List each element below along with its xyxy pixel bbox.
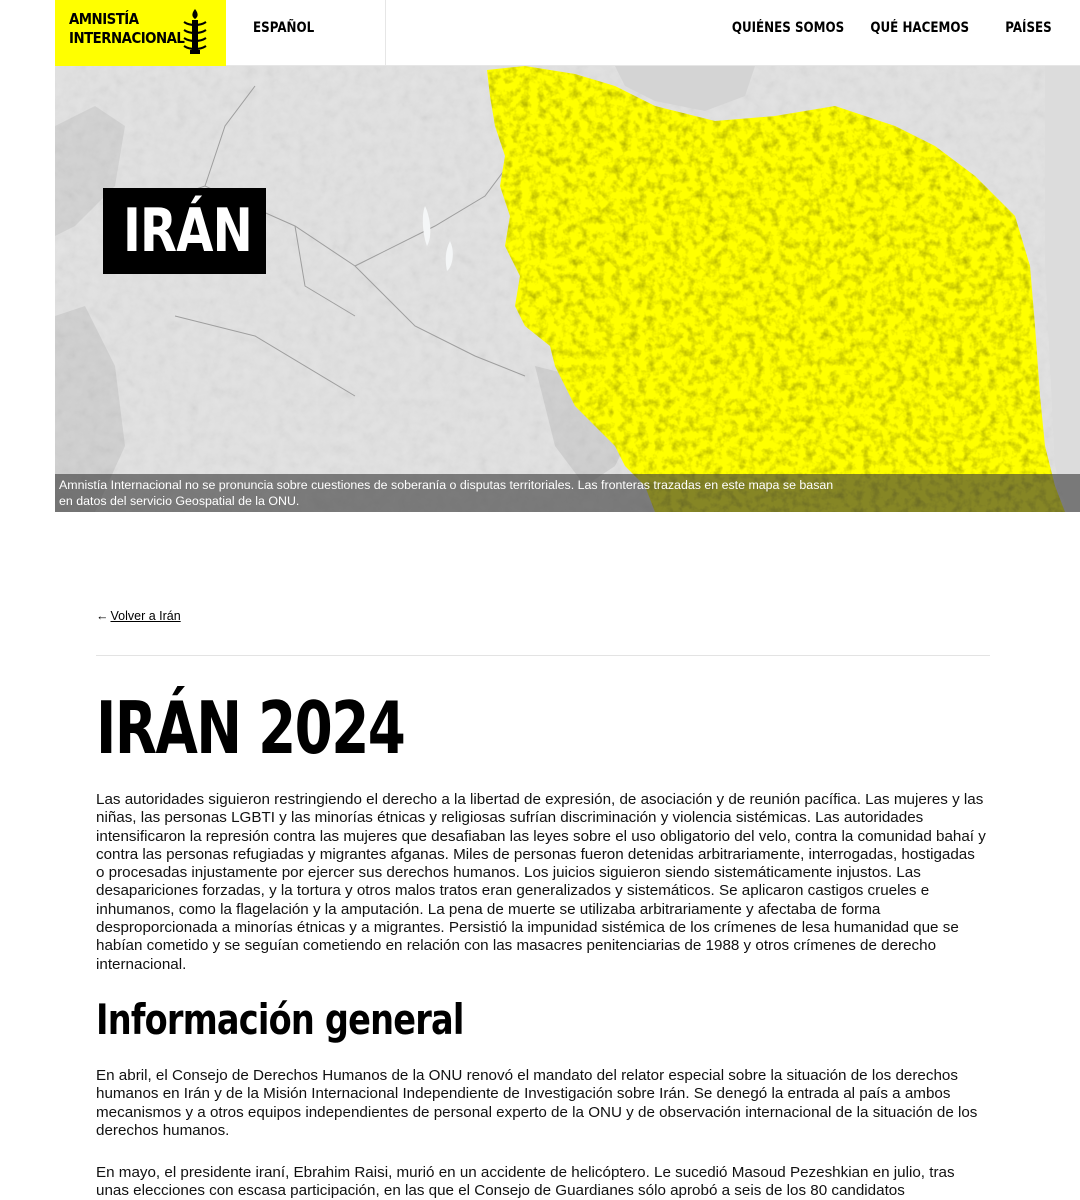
nav-que-hacemos[interactable]: QUÉ HACEMOS (870, 20, 969, 36)
site-header (55, 0, 1080, 66)
nav-quienes-somos[interactable]: QUIÉNES SOMOS (731, 20, 844, 36)
divider (96, 655, 990, 656)
amnesty-logo[interactable] (55, 0, 226, 66)
candle-icon (181, 8, 209, 56)
back-link[interactable]: Volver a Irán (110, 609, 181, 623)
logo-text (69, 10, 184, 48)
back-link-row (96, 609, 181, 623)
intro-paragraph: Las autoridades siguieron restringiendo el derecho a la libertad de expresión, de asociación y de reunión pacífica. Las mujeres y las niñas, las personas LGBTI y las minorías étnicas y religiosas sufrían discriminación y violencia sistémicas. Las autoridades intensificaron la represión contra las mujeres que desafiaban las leyes sobre el uso obligatorio del velo, contra la comunidad bahaí y contra las personas refugiadas y migrantes afganas. Miles de personas fueron detenidas arbitrariamente, interrogadas, hostigadas o procesadas injustamente por ejercer sus derechos humanos. Los juicios siguieron siendo sistemáticamente injustos. Las desapariciones forzadas, y la tortura y otros malos tratos eran generalizados y sistemáticos. Se aplicaron castigos crueles e inhumanos, como la flagelación y la amputación. La pena de muerte se utilizaba arbitrariamente y afectaba de forma desproporcionada a minorías étnicas y a migrantes. Persistió la impunidad sistémica de los crímenes de lesa humanidad que se habían cometido y se seguían cometiendo en relación con las masacres penitenciarias de 1988 y otros crímenes de derecho internacional. (96, 791, 986, 973)
page-title: IRÁN 2024 (96, 686, 405, 770)
logo-line-1: AMNISTÍA (69, 10, 139, 28)
nav-paises[interactable]: PAÍSES (1005, 20, 1052, 36)
section-title: Información general (96, 995, 464, 1044)
language-label: ESPAÑOL (253, 20, 315, 36)
arrow-left-icon: ← (96, 609, 109, 623)
hero-map (55, 66, 1080, 512)
body-paragraph-2: En mayo, el presidente iraní, Ebrahim Raisi, murió en un accidente de helicóptero. Le sucedió Masoud Pezeshkian en julio, tras unas elecciones con escasa participación, en las que el Consejo de Guardianes sólo aprobó a seis de los 80 candidatos (96, 1164, 955, 1200)
map-caption (55, 474, 1080, 512)
map-caption-text: Amnistía Internacional no se pronuncia sobre cuestiones de soberanía o disputas territoriales. Las fronteras trazadas en este mapa se basan en datos del servicio Geospatial de la ONU. (59, 478, 834, 508)
hero-title-box (103, 188, 266, 274)
map-image (55, 66, 1080, 512)
logo-line-2: INTERNACIONAL (69, 29, 185, 47)
hero-title: IRÁN (123, 196, 252, 266)
language-selector[interactable] (226, 0, 386, 66)
body-paragraph-1: En abril, el Consejo de Derechos Humanos de la ONU renovó el mandato del relator especial sobre la situación de los derechos humanos en Irán y de la Misión Internacional Independiente de Investigación sobre Irán. Se denegó la entrada al país a ambos mecanismos y a otros equipos independientes de personal experto de la ONU y de observación internacional de la situación de los derechos humanos. (96, 1067, 978, 1139)
